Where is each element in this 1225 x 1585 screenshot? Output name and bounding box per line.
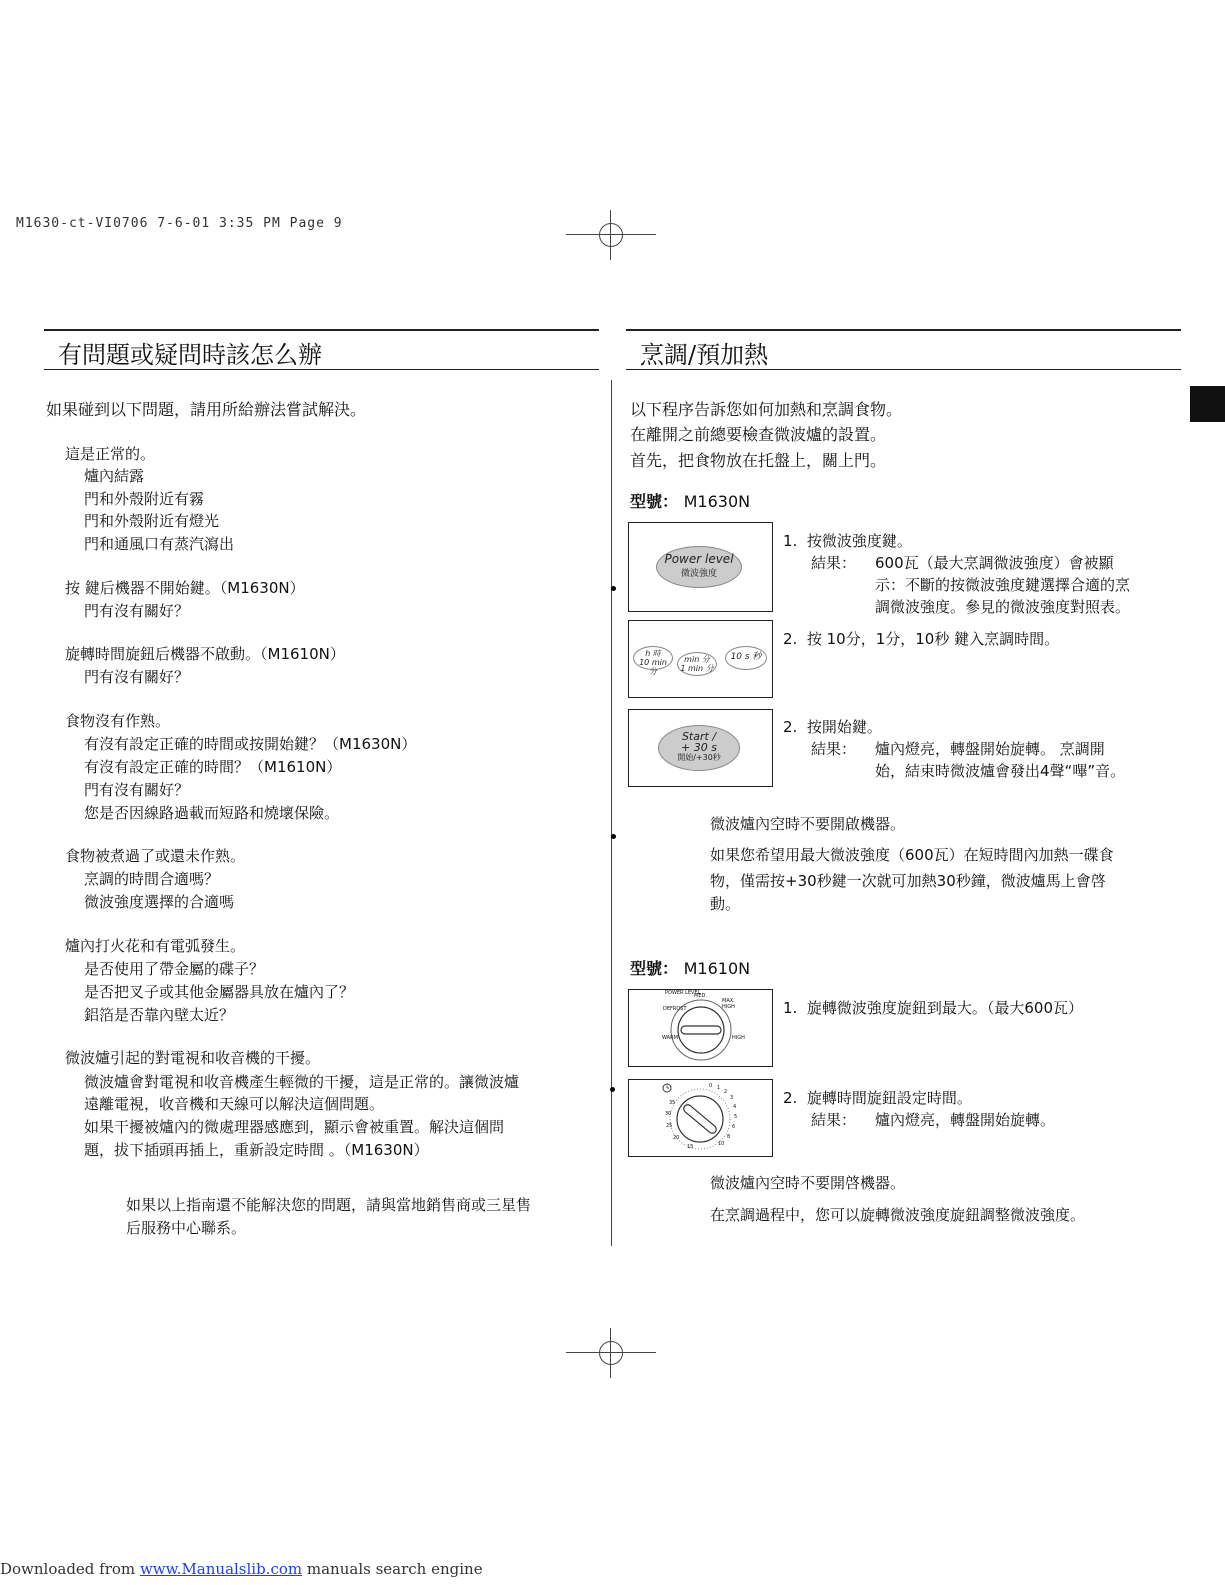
- tip-line: 物，僅需按+30秒鍵一次就可加熱30秒鐘，微波爐馬上會啓: [710, 872, 1106, 890]
- dial-tick: 0: [709, 1083, 713, 1089]
- 10-sec-button[interactable]: 10 s 秒: [725, 646, 767, 670]
- tip-line: 微波爐內空時不要開啟機器。: [710, 815, 906, 833]
- step-3: 2. 按開始鍵。: [783, 718, 882, 736]
- right-intro: 以下程序告訴您如何加熱和烹調食物。: [630, 400, 903, 419]
- start-panel: [628, 709, 773, 787]
- answer: 是否把叉子或其他金屬器具放在爐內了？: [84, 983, 355, 1001]
- answer: 如果干擾被爐內的微處理器感應到，顯示會被重置。解決這個問: [84, 1118, 505, 1136]
- power-level-label-zh: 微波強度: [680, 569, 717, 579]
- left-page-title: 有問題或疑問時該怎么辦: [58, 341, 322, 369]
- question: 按 鍵后機器不開始鍵。（M1630N）: [65, 579, 305, 597]
- 1-min-button[interactable]: min 分 1 min 分: [677, 652, 717, 676]
- dial-tick: 30: [665, 1111, 672, 1117]
- registration-dot: [610, 1087, 615, 1092]
- question: 這是正常的。: [65, 445, 156, 463]
- step-5: 2. 旋轉時間旋鈕設定時間。: [783, 1089, 972, 1107]
- power-level-label: Power level: [664, 552, 734, 566]
- model-label: [630, 489, 750, 512]
- left-intro: 如果碰到以下問題，請用所給辦法嘗試解決。: [46, 400, 367, 419]
- download-footer: [0, 1560, 483, 1578]
- power-dial-panel: [628, 989, 773, 1067]
- dial-tick: 25: [666, 1123, 673, 1129]
- result-line: 600瓦（最大烹調微波強度）會被顯: [875, 554, 1114, 572]
- dial-label: DEFROST: [663, 1006, 687, 1012]
- start-button[interactable]: Start / + 30 s 開始/+30秒: [658, 725, 740, 771]
- result-line: 始，結束時微波爐會發出4聲“嗶”音。: [875, 762, 1126, 780]
- column-divider: [611, 380, 612, 1246]
- question: 旋轉時間旋鈕后機器不啟動。（M1610N）: [65, 645, 345, 663]
- answer: 微波強度選擇的合適嗎: [84, 893, 235, 911]
- answer: 門有沒有關好？: [84, 668, 190, 686]
- tip-line: 動。: [710, 895, 741, 913]
- answer: 微波爐會對電視和收音機產生輕微的干擾，這是正常的。讓微波爐: [84, 1073, 520, 1091]
- result-label: 結果：: [811, 740, 857, 758]
- answer: 鋁箔是否靠內壁太近？: [84, 1006, 235, 1024]
- model-prefix: 型號：: [630, 492, 679, 511]
- right-intro: 在離開之前總要檢查微波爐的設置。: [630, 425, 887, 444]
- answer: 您是否因線路過載而短路和燒壞保險。: [84, 804, 340, 822]
- question: 食物被煮過了或還未作熟。: [65, 847, 246, 865]
- manualslib-link[interactable]: www.Manualslib.com: [139, 1560, 303, 1578]
- answer: 門有沒有關好？: [84, 781, 190, 799]
- answer: 烹調的時間合適嗎？: [84, 870, 220, 888]
- dial-tick: 10: [718, 1141, 725, 1147]
- result-line: 示：不斷的按微波強度鍵選擇合適的烹: [875, 576, 1131, 594]
- answer: 有沒有設定正確的時間或按開始鍵？（M1630N）: [84, 735, 417, 753]
- right-intro: 首先，把食物放在托盤上，關上門。: [630, 451, 887, 470]
- answer: 有沒有設定正確的時間？（M1610N）: [84, 758, 342, 776]
- dial-tick: 1: [717, 1085, 721, 1091]
- question: 食物沒有作熟。: [65, 712, 171, 730]
- dial-tick: 5: [734, 1114, 738, 1120]
- answer: 是否使用了帶金屬的碟子？: [84, 960, 265, 978]
- answer: 門和外殼附近有霧: [84, 490, 205, 508]
- model-label: [630, 956, 750, 979]
- tip-line: 如果您希望用最大微波強度（600瓦）在短時間內加熱一碟食: [710, 846, 1114, 864]
- power-dial-icon: [629, 990, 772, 1066]
- crop-mark-top: [566, 210, 656, 260]
- right-title-bar: [626, 329, 1181, 370]
- footer-suffix: manuals search engine: [302, 1560, 483, 1578]
- time-keys-panel: [628, 620, 773, 698]
- answer: 門和外殼附近有燈光: [84, 512, 220, 530]
- power-level-button[interactable]: [656, 546, 742, 588]
- model-name: M1630N: [683, 492, 751, 511]
- model-prefix: 型號：: [630, 959, 679, 978]
- left-title-bar: [44, 329, 599, 370]
- question: 微波爐引起的對電視和收音機的干擾。: [65, 1049, 321, 1067]
- result-label: 結果：: [811, 554, 857, 572]
- answer: 遠離電視，收音機和天線可以解決這個問題。: [84, 1095, 385, 1113]
- timer-dial-panel: [628, 1079, 773, 1157]
- answer: 門和通風口有蒸汽瀉出: [84, 535, 235, 553]
- dial-label: MAX. HIGH: [722, 998, 735, 1010]
- tip-line: 在烹調過程中，您可以旋轉微波強度旋鈕調整微波強度。: [710, 1206, 1086, 1224]
- power-level-panel: [628, 522, 773, 612]
- section-tab-marker: [1190, 386, 1225, 422]
- answer: 門有沒有關好？: [84, 602, 190, 620]
- dial-tick: 15: [687, 1144, 694, 1150]
- print-job-line: M1630-ct-VI0706 7-6-01 3:35 PM Page 9: [16, 216, 343, 231]
- note-line: 后服務中心聯系。: [126, 1219, 247, 1237]
- result-line: 調微波強度。參見的微波強度對照表。: [875, 598, 1131, 616]
- tip-line: 微波爐內空時不要開啓機器。: [710, 1174, 906, 1192]
- dial-tick: 4: [733, 1104, 737, 1110]
- dial-tick: 6: [732, 1124, 736, 1130]
- dial-label: WARM: [662, 1035, 678, 1041]
- right-page-title: 烹調/預加熱: [640, 341, 769, 369]
- registration-dot: [611, 834, 616, 839]
- result-line: 爐內燈亮，轉盤開始旋轉。: [875, 1111, 1056, 1129]
- dial-tick: 2: [724, 1089, 728, 1095]
- answer: 爐內結露: [84, 467, 145, 485]
- result-label: 結果：: [811, 1111, 857, 1129]
- dial-tick: 35: [669, 1100, 676, 1106]
- 10-min-button[interactable]: h 時 10 min 分: [633, 646, 673, 670]
- dial-tick: 3: [730, 1095, 734, 1101]
- footer-prefix: Downloaded from: [0, 1560, 136, 1578]
- crop-mark-bottom: [566, 1328, 656, 1378]
- registration-dot: [611, 586, 616, 591]
- step-1: 1. 按微波強度鍵。: [783, 532, 912, 550]
- dial-label: MED.: [694, 993, 707, 999]
- dial-label: POWER LEVEL: [665, 990, 701, 996]
- result-line: 爐內燈亮，轉盤開始旋轉。 烹調開: [875, 740, 1105, 758]
- step-4: 1. 旋轉微波強度旋鈕到最大。（最大600瓦）: [783, 999, 1083, 1017]
- question: 爐內打火花和有電弧發生。: [65, 937, 246, 955]
- dial-tick: 20: [673, 1135, 680, 1141]
- timer-dial-icon: [629, 1080, 772, 1156]
- step-2: 2. 按 10分，1分，10秒 鍵入烹調時間。: [783, 630, 1060, 648]
- dial-tick: 8: [727, 1134, 731, 1140]
- model-name: M1610N: [683, 959, 751, 978]
- answer: 題，拔下插頭再插上，重新設定時間 。（M1630N）: [84, 1141, 429, 1159]
- note-line: 如果以上指南還不能解決您的問題，請與當地銷售商或三星售: [126, 1196, 532, 1214]
- dial-label: HIGH: [732, 1035, 745, 1041]
